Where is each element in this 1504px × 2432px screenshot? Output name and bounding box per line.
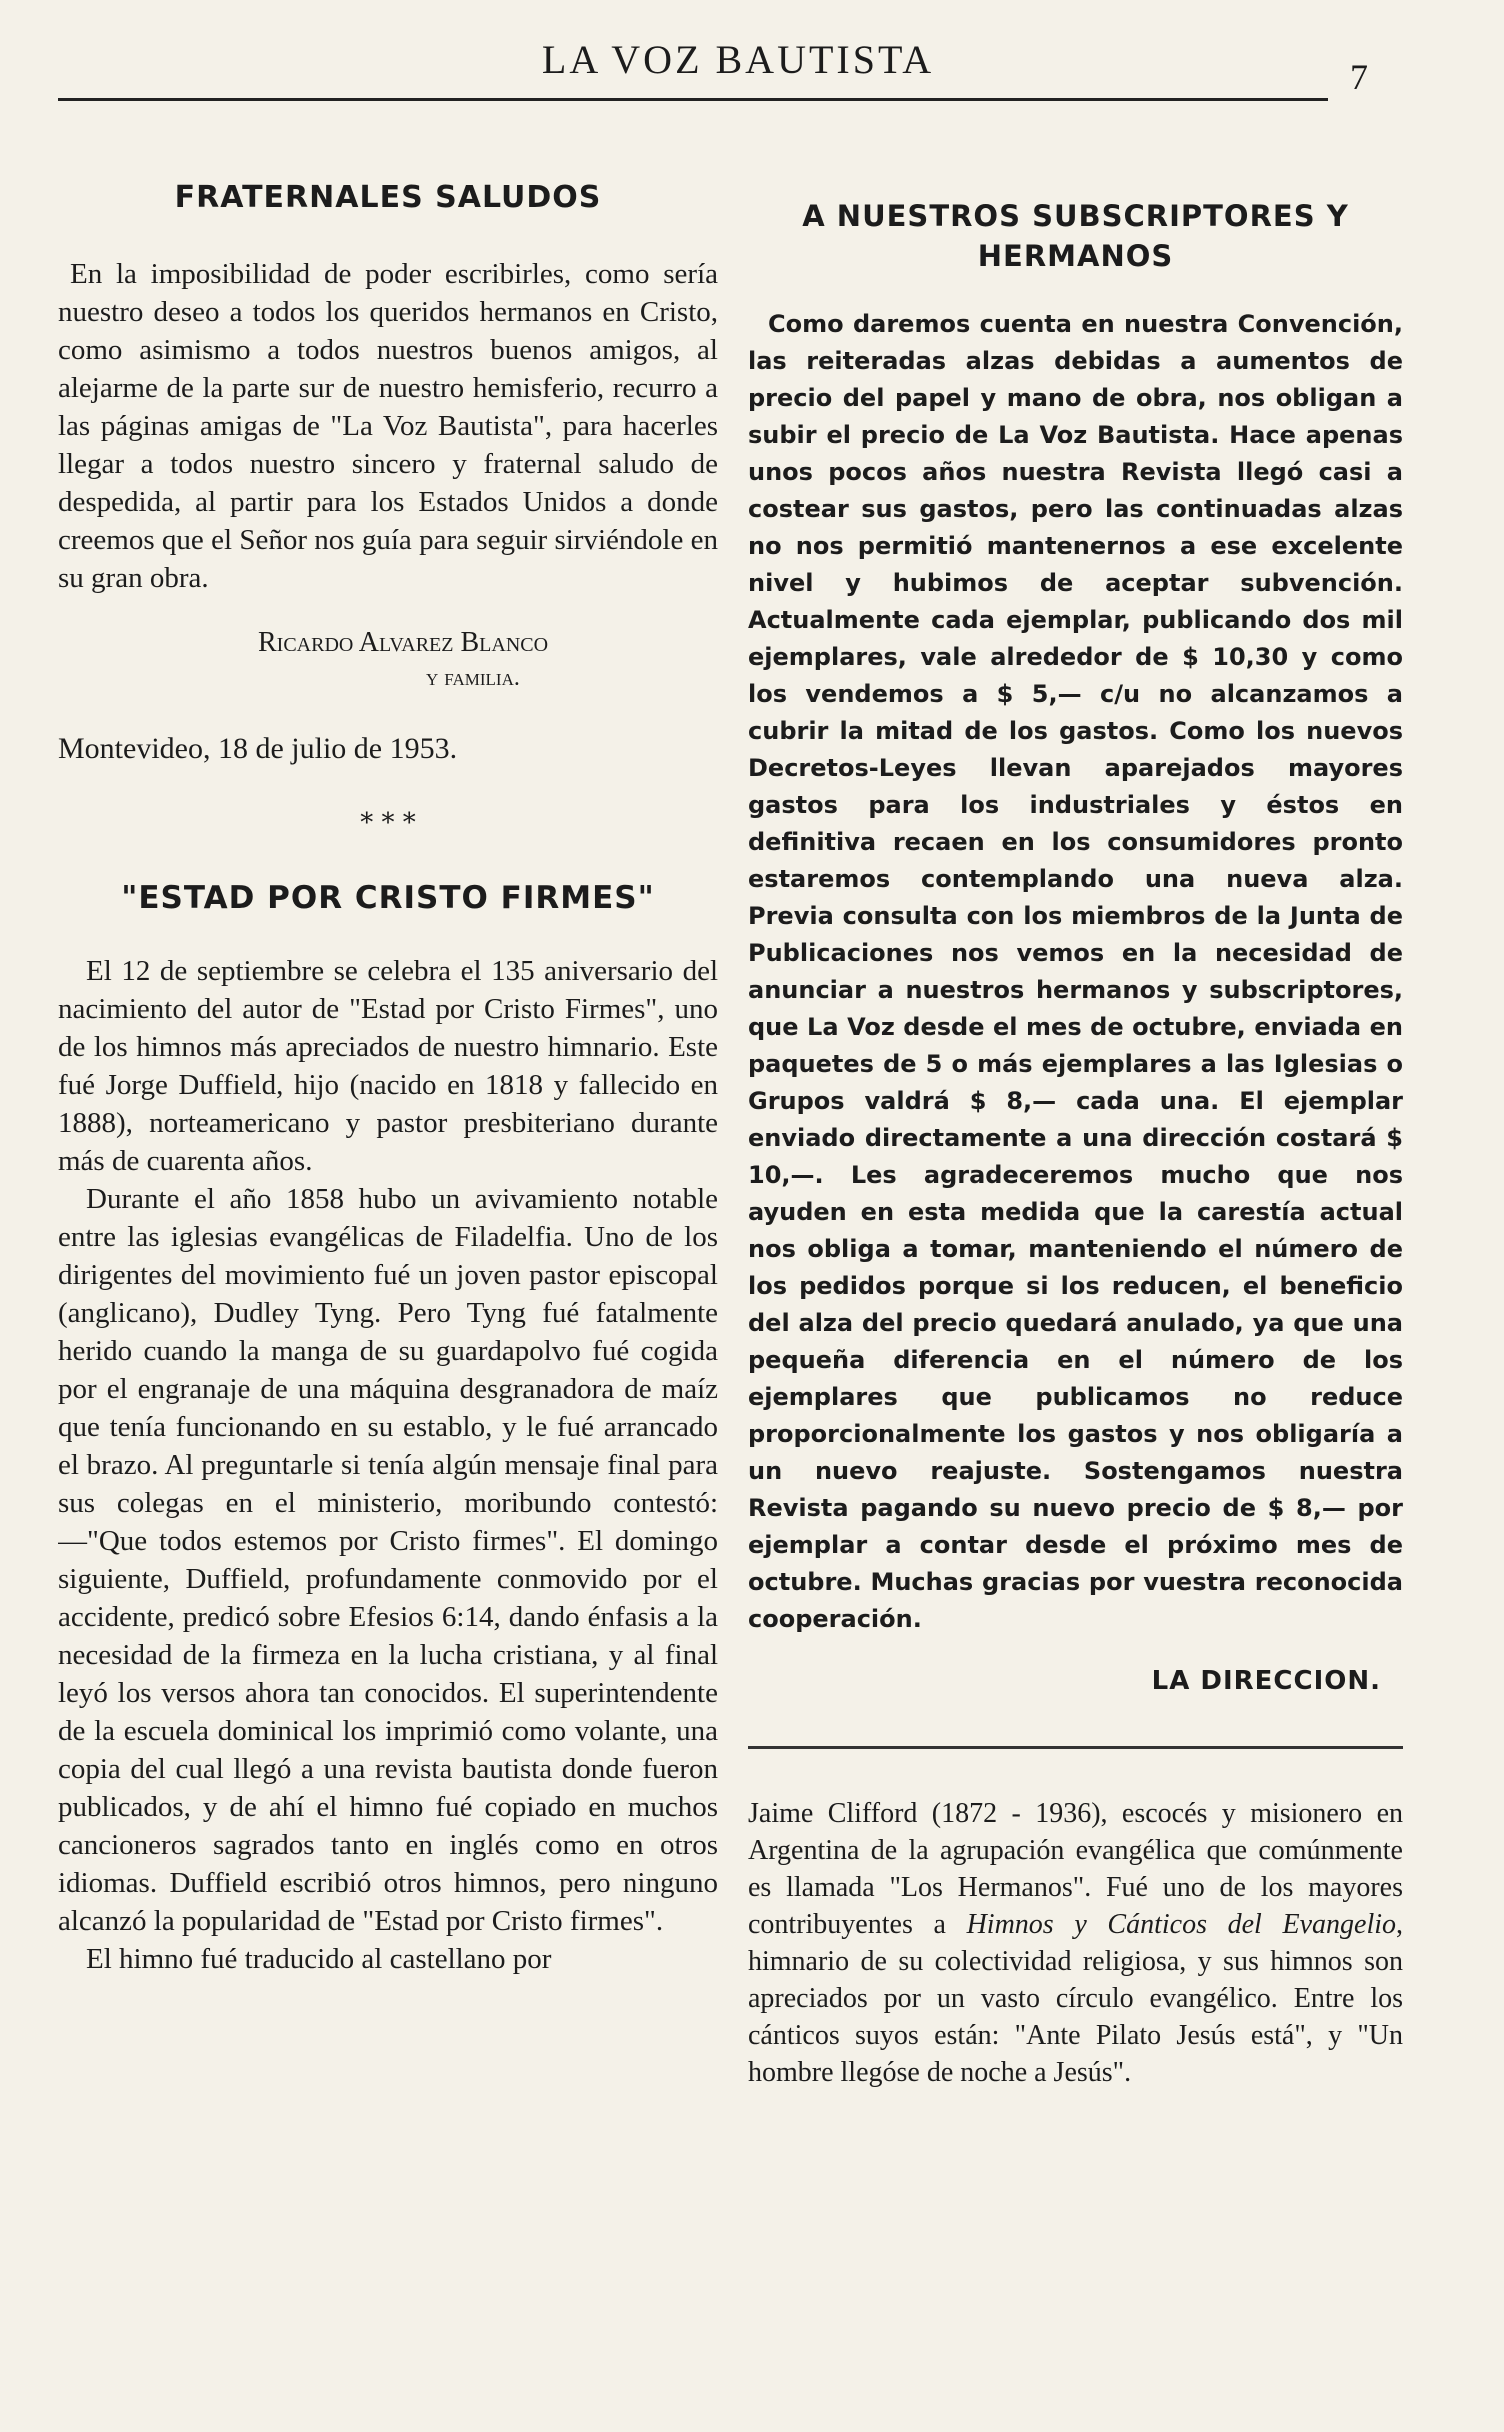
article-para-2: Durante el año 1858 hubo un avivamiento notable entre las iglesias evangélicas de Filadelfia. Uno de los dirigentes del movimiento fué un joven pastor episcopal (anglicano), Dudley Tyng. Pero Tyng fué fatalmente herido cuando la manga de su guardapolvo fué cogida por el engranaje de una máquina desgranadora de maíz que tenía funcionando en su establo, y le fué arrancado el brazo. Al preguntarle si tenía algún mensaje final para sus colegas en el ministerio, moribundo contestó: —"Que todos estemos por Cristo firmes". El domingo siguiente, Duffield, profundamente conmovido por el accidente, predicó sobre Efesios 6:14, dando énfasis a la necesidad de la firmeza en la lucha cristiana, y al final leyó los versos ahora tan conocidos. El superintendente de la escuela dominical los imprimió como volante, una copia del cual llegó a una revista bautista donde fueron publicados, y de ahí el himno fué copiado en muchos cancioneros sagrados tanto en inglés como en otros idiomas. Duffield escribió otros himnos, pero ninguno alcanzó la popularidad de "Estad por Cristo firmes". (58, 1183, 718, 1937)
article-title-subscriptores: A NUESTROS SUBSCRIPTORES Y HERMANOS (802, 199, 1349, 273)
signature-la-direccion: LA DIRECCION. (1151, 1666, 1381, 1696)
article-para-3: El himno fué traducido al castellano por (86, 1943, 552, 1975)
book-title: Himnos y Cánticos del Evangelio (966, 1909, 1396, 1940)
article-title-fraternales-saludos: FRATERNALES SALUDOS (174, 180, 602, 215)
article-body-fraternales-saludos: En la imposibilidad de poder escribirles, como sería nuestro deseo a todos los queridos hermanos en Cristo, como asimismo a todos nuestros buenos amigos, al alejarme de la parte sur de nuestro hemisferio, recurro a las páginas amigas de "La Voz Bautista", para hacerles llegar a todos nuestro sincero y fraternal saludo de despedida, al partir para los Estados Unidos a donde creemos que el Señor nos guía para seguir sirviéndole en su gran obra. (58, 258, 718, 594)
place-date: Montevideo, 18 de julio de 1953. (58, 732, 458, 765)
clifford-text-after: , himnario de su colectividad religiosa, y sus himnos son apreciados por un vasto círculo evangélico. Entre los cánticos suyos están: "Ante Pilato Jesús está", y "Un hombre llegóse de noche a Jesús". (748, 1909, 1403, 2088)
article-title-estad-por-cristo: "ESTAD POR CRISTO FIRMES" (121, 880, 655, 916)
signature-family: y familia. (426, 665, 520, 691)
left-column (58, 168, 718, 2348)
signature-name: Ricardo Alvarez Blanco (258, 627, 549, 658)
right-column (748, 196, 1403, 2376)
page-number: 7 (1350, 57, 1368, 97)
magazine-title: LA VOZ BAUTISTA (541, 37, 935, 82)
article-clifford (748, 1795, 1403, 2091)
article-body-subscriptores: Como daremos cuenta en nuestra Convención, las reiteradas alzas debidas a aumentos de precio del papel y mano de obra, nos obligan a subir el precio de La Voz Bautista. Hace apenas unos pocos años nuestra Revista llegó casi a costear sus gastos, pero las continuadas alzas no nos permitió mantenernos a ese excelente nivel y hubimos de aceptar subvención. Actualmente cada ejemplar, publicando dos mil ejemplares, vale alrededor de $ 10,30 y como los vendemos a $ 5,— c/u no alcanzamos a cubrir la mitad de los gastos. Como los nuevos Decretos-Leyes llevan aparejados mayores gastos para los industriales y éstos en definitiva recaen en los consumidores pronto estaremos contemplando una nueva alza. Previa consulta con los miembros de la Junta de Publicaciones nos vemos en la necesidad de anunciar a nuestros hermanos y subscriptores, que La Voz desde el mes de octubre, enviada en paquetes de 5 o más ejemplares a las Iglesias o Grupos valdrá $ 8,— cada una. El ejemplar enviado directamente a una dirección costará $ 10,—. Les agradeceremos mucho que nos ayuden en esta medida que la carestía actual nos obliga a tomar, manteniendo el número de los pedidos porque si los reducen, el beneficio del alza del precio quedará anulado, ya que una pequeña diferencia en el número de los ejemplares que publicamos no reduce proporcionalmente los gastos y nos obligaría a un nuevo reajuste. Sostengamos nuestra Revista pagando su nuevo precio de $ 8,— por ejemplar a contar desde el próximo mes de octubre. Muchas gracias por vuestra reconocida cooperación. (748, 310, 1403, 1633)
page-header (48, 36, 1428, 100)
header-rule (58, 98, 1328, 101)
article-para-1: El 12 de septiembre se celebra el 135 aniversario del nacimiento del autor de "Estad por Cristo Firmes", uno de los himnos más apreciados de nuestro himnario. Este fué Jorge Duffield, hijo (nacido en 1818 y fallecido en 1888), norteamericano y pastor presbiteriano durante más de cuarenta años. (58, 955, 718, 1177)
section-divider (748, 1746, 1403, 1749)
clifford-text-before: Jaime Clifford (1872 - 1936), escocés y misionero en Argentina de la agrupación evangélica que comúnmente es llamada "Los Hermanos". Fué uno de los mayores contribuyentes a (748, 1798, 1403, 1940)
section-separator: * * * (360, 808, 416, 838)
